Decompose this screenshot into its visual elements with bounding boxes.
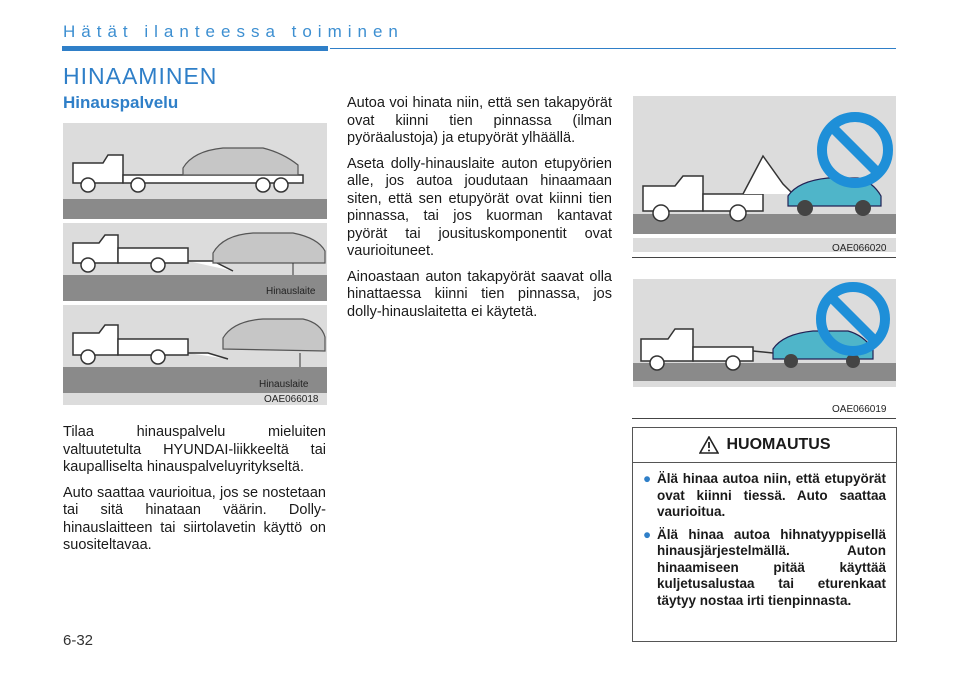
prohibited-strap-tow-illustration bbox=[633, 279, 896, 387]
figure-label-1: Hinauslaite bbox=[266, 286, 316, 297]
left-paragraph-2: Auto saattaa vaurioitua, jos se nostetaan tai sitä hinataan väärin. Dolly-hinauslaitteen tai siirtolavetin käyttö on suositeltavaa. bbox=[63, 484, 326, 553]
warning-title: HUOMAUTUS bbox=[726, 436, 831, 453]
header-rule-thin bbox=[330, 48, 896, 49]
warning-box bbox=[632, 427, 897, 642]
figure-code: OAE066018 bbox=[264, 394, 319, 405]
section-title: HINAAMINEN bbox=[63, 63, 218, 89]
towing-methods-illustration bbox=[63, 123, 327, 405]
warning-triangle-icon bbox=[699, 436, 719, 454]
warning-header bbox=[633, 428, 896, 463]
middle-paragraph-3: Ainoastaan auton takapyörät saavat olla hinattaessa kiinni tien pinnassa, jos dolly-hinauslaitetta ei käytetä. bbox=[347, 268, 612, 320]
figure-code-bottom: OAE066019 bbox=[832, 404, 887, 415]
bullet-icon: ● bbox=[643, 526, 652, 542]
warning-item: ● Älä hinaa autoa niin, että etupyörät ovat kiinni tiessä. Auto saattaa vaurioitua. bbox=[643, 471, 886, 519]
middle-paragraph-2: Aseta dolly-hinauslaite auton etupyörien alle, jos autoa joudutaan hinaamaan siten, että sen etupyörät ovat kiinni tien pinnassa, tai jos kuorman kantavat pyörät tai jousituskomponentit ovat vaurioituneet. bbox=[347, 155, 612, 259]
figure-code-top: OAE066020 bbox=[832, 243, 887, 254]
header-rule-thick bbox=[62, 46, 328, 51]
page-number: 6-32 bbox=[63, 632, 94, 649]
chapter-title: Hätät ilanteessa toiminen bbox=[63, 22, 404, 41]
prohibited-towing-figure-1 bbox=[633, 96, 896, 252]
figure-label-2: Hinauslaite bbox=[259, 379, 309, 390]
figure-divider-2 bbox=[632, 418, 896, 419]
middle-paragraph-1: Autoa voi hinata niin, että sen takapyörät ovat kiinni tien pinnassa (ilman pyöräalustoja) ja etupyörät ylhäällä. bbox=[347, 95, 612, 146]
bullet-icon: ● bbox=[643, 471, 652, 486]
left-text-column bbox=[63, 424, 326, 563]
figure-divider bbox=[632, 257, 896, 258]
prohibited-towing-figure-2 bbox=[633, 279, 896, 387]
towing-methods-figure bbox=[63, 123, 327, 405]
warning-item: ● Älä hinaa autoa hihnatyyppisellä hinausjärjestelmällä. Auton hinaamiseen pitää käyttää kuljetusalustaa tai eturenkaat täytyy nostaa irti tienpinnasta. bbox=[643, 526, 886, 608]
warning-list bbox=[633, 463, 896, 609]
subsection-title: Hinauspalvelu bbox=[63, 93, 179, 112]
prohibited-wheel-lift-illustration bbox=[633, 96, 896, 252]
left-paragraph-1: Tilaa hinauspalvelu mieluiten valtuutetulta HYUNDAI-liikkeeltä tai kaupalliselta hinauspalveluyritykseltä. bbox=[63, 424, 326, 475]
middle-text-column bbox=[347, 95, 612, 329]
